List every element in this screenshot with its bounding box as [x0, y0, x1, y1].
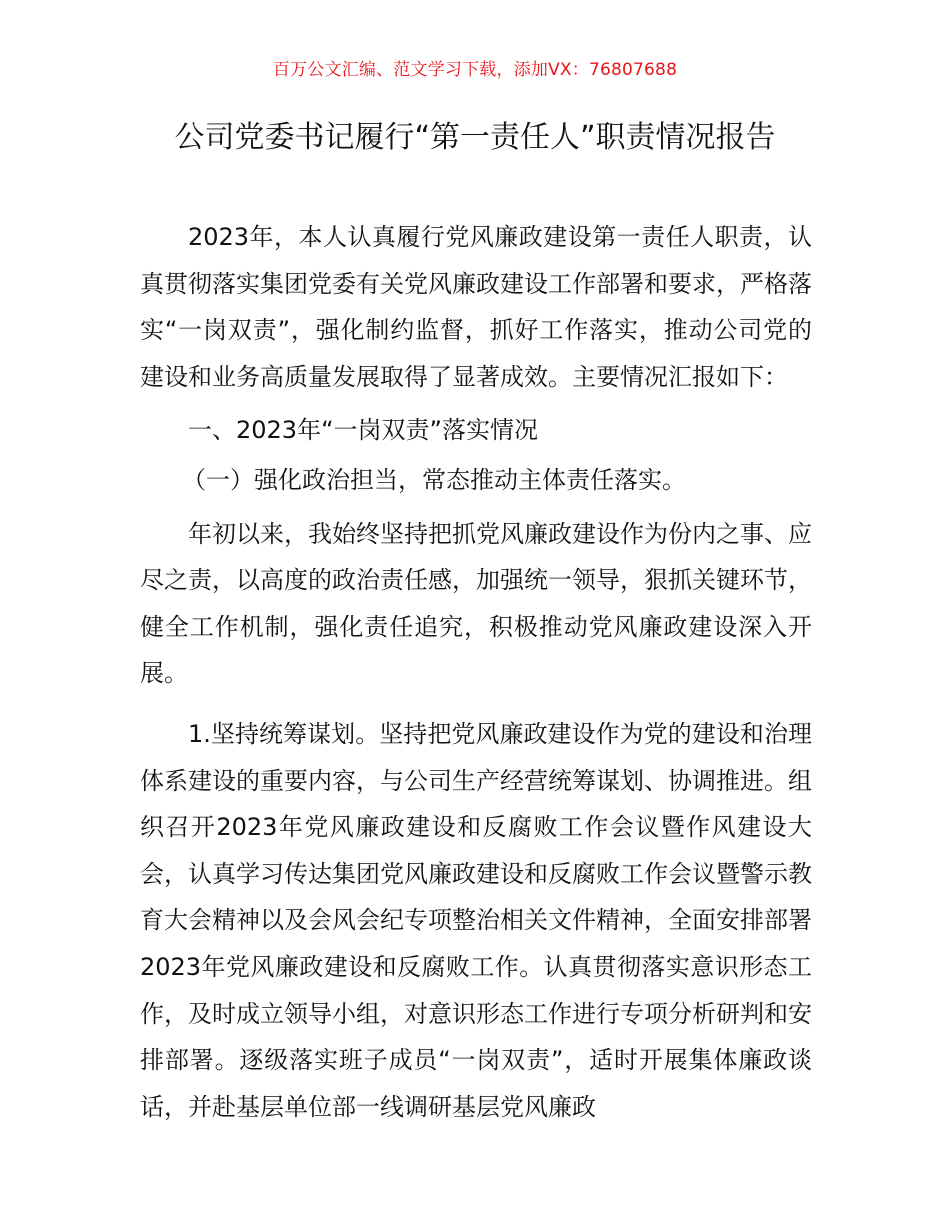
- header-watermark-note: 百万公文汇编、范文学习下载，添加VX：76807688: [272, 60, 678, 80]
- subsection-heading-1: （一）强化政治担当，常态推动主体责任落实。: [182, 465, 686, 494]
- document-title: 公司党委书记履行“第一责任人”职责情况报告: [174, 120, 776, 155]
- document-body: [140, 214, 812, 1130]
- paragraph-subsection-1: 年初以来，我始终坚持把抓党风廉政建设作为份内之事、应尽之责，以高度的政治责任感，加强统一领导，狠抓关键环节，健全工作机制，强化责任追究，积极推动党风廉政建设深入开展。: [140, 519, 812, 688]
- paragraph-item-1: 1.坚持统筹谋划。坚持把党风廉政建设作为党的建设和治理体系建设的重要内容，与公司生产经营统筹谋划、协调推进。组织召开2023年党风廉政建设和反腐败工作会议暨作风建设大会，认真学习传达集团党风廉政建设和反腐败工作会议暨警示教育大会精神以及会风会纪专项整治相关文件精神，全面安排部署2023年党风廉政建设和反腐败工作。认真贯彻落实意识形态工作，及时成立领导小组，对意识形态工作进行专项分析研判和安排部署。逐级落实班子成员“一岗双责”，适时开展集体廉政谈话，并赴基层单位部一线调研基层党风廉政: [140, 719, 812, 1121]
- section-heading-1: 一、2023年“一岗双责”落实情况: [188, 416, 538, 445]
- paragraph-intro: 2023年，本人认真履行党风廉政建设第一责任人职责，认真贯彻落实集团党委有关党风廉政建设工作部署和要求，严格落实“一岗双责”，强化制约监督，抓好工作落实，推动公司党的建设和业务高质量发展取得了显著成效。主要情况汇报如下：: [140, 223, 812, 391]
